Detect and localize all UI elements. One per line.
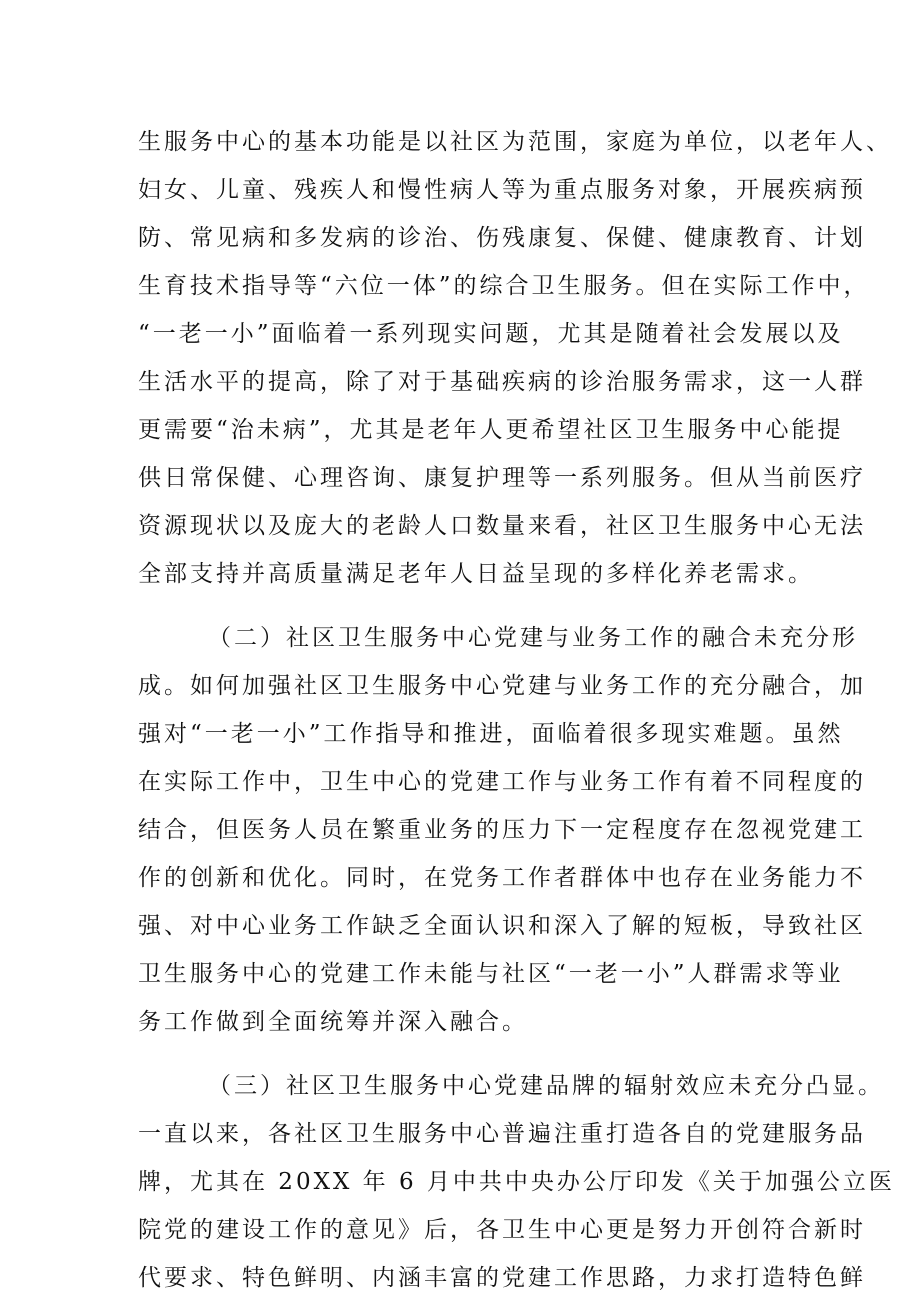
paragraph-2-line-5: 结合，但医务人员在繁重业务的压力下一定程度存在忽视党建工: [138, 817, 866, 843]
paragraph-3-line-4: 院党的建设工作的意见》后，各卫生中心更是努力开创符合新时: [138, 1217, 866, 1243]
paragraph-2-line-8: 卫生服务中心的党建工作未能与社区“一老一小”人群需求等业: [138, 961, 844, 987]
paragraph-1-line-4: 生育技术指导等“六位一体”的综合卫生服务。但在实际工作中，: [138, 273, 870, 299]
paragraph-1-line-3: 防、常见病和多发病的诊治、伤残康复、保健、健康教育、计划: [138, 225, 866, 251]
paragraph-2: [138, 614, 866, 1046]
paragraph-3-line-2: 一直以来，各社区卫生服务中心普遍注重打造各自的党建服务品: [138, 1121, 866, 1147]
paragraph-2-line-4: 在实际工作中，卫生中心的党建工作与业务工作有着不同程度的: [138, 769, 866, 795]
paragraph-3: [138, 1062, 895, 1302]
paragraph-1-line-5: “一老一小”面临着一系列现实问题，尤其是随着社会发展以及: [138, 321, 844, 347]
paragraph-1: [138, 118, 892, 598]
paragraph-1-line-8: 供日常保健、心理咨询、康复护理等一系列服务。但从当前医疗: [138, 465, 866, 491]
paragraph-2-line-6: 作的创新和优化。同时，在党务工作者群体中也存在业务能力不: [138, 865, 866, 891]
paragraph-1-line-10: 全部支持并高质量满足老年人日益呈现的多样化养老需求。: [138, 561, 814, 587]
paragraph-2-line-1: （二）社区卫生服务中心党建与业务工作的融合未充分形: [208, 625, 858, 651]
paragraph-3-line-3: 牌，尤其在 20XX 年 6 月中共中央办公厅印发《关于加强公立医: [138, 1169, 895, 1195]
paragraph-1-line-9: 资源现状以及庞大的老龄人口数量来看，社区卫生服务中心无法: [138, 513, 866, 539]
body-text: [138, 118, 895, 1302]
paragraph-1-line-2: 妇女、儿童、残疾人和慢性病人等为重点服务对象，开展疾病预: [138, 177, 866, 203]
paragraph-2-line-9: 务工作做到全面统筹并深入融合。: [138, 1009, 528, 1035]
paragraph-2-line-2: 成。如何加强社区卫生服务中心党建与业务工作的充分融合，加: [138, 673, 866, 699]
paragraph-2-line-7: 强、对中心业务工作缺乏全面认识和深入了解的短板，导致社区: [138, 913, 866, 939]
paragraph-3-line-5: 代要求、特色鲜明、内涵丰富的党建工作思路，力求打造特色鲜: [138, 1265, 866, 1291]
paragraph-2-line-3: 强对“一老一小”工作指导和推进，面临着很多现实难题。虽然: [138, 721, 844, 747]
paragraph-1-line-6: 生活水平的提高，除了对于基础疾病的诊治服务需求，这一人群: [138, 369, 866, 395]
paragraph-1-line-7: 更需要“治未病”，尤其是老年人更希望社区卫生服务中心能提: [138, 417, 844, 443]
paragraph-3-line-1: （三）社区卫生服务中心党建品牌的辐射效应未充分凸显。: [208, 1073, 884, 1099]
paragraph-1-line-1: 生服务中心的基本功能是以社区为范围，家庭为单位，以老年人、: [138, 129, 892, 155]
